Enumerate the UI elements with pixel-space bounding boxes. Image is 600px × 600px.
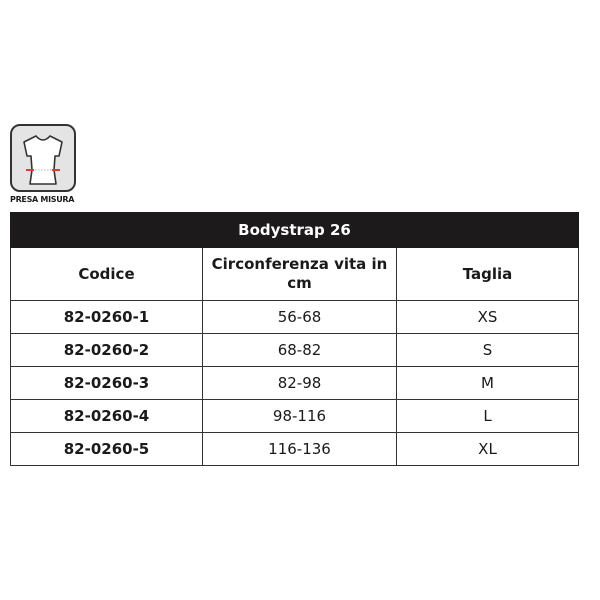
- measure-label: PRESA MISURA: [10, 195, 75, 204]
- waist-cell: 82-98: [203, 367, 397, 400]
- code-cell: 82-0260-3: [11, 367, 203, 400]
- table-row: [11, 400, 579, 433]
- torso-waist-measure-icon: [12, 126, 74, 190]
- waist-cell: 68-82: [203, 334, 397, 367]
- measure-icon-box: [10, 124, 76, 192]
- size-cell: M: [397, 367, 579, 400]
- size-table: [10, 212, 579, 466]
- waist-cell: 98-116: [203, 400, 397, 433]
- size-cell: S: [397, 334, 579, 367]
- waist-cell: 116-136: [203, 433, 397, 466]
- table-row: [11, 334, 579, 367]
- header-waist: Circonferenza vita in cm: [203, 248, 397, 301]
- header-size: Taglia: [397, 248, 579, 301]
- header-code: Codice: [11, 248, 203, 301]
- code-cell: 82-0260-4: [11, 400, 203, 433]
- code-cell: 82-0260-1: [11, 301, 203, 334]
- code-cell: 82-0260-5: [11, 433, 203, 466]
- table-row: [11, 301, 579, 334]
- table-title: Bodystrap 26: [11, 213, 579, 248]
- waist-cell: 56-68: [203, 301, 397, 334]
- table-row: [11, 433, 579, 466]
- table-row: [11, 367, 579, 400]
- size-cell: XL: [397, 433, 579, 466]
- size-cell: L: [397, 400, 579, 433]
- size-cell: XS: [397, 301, 579, 334]
- code-cell: 82-0260-2: [11, 334, 203, 367]
